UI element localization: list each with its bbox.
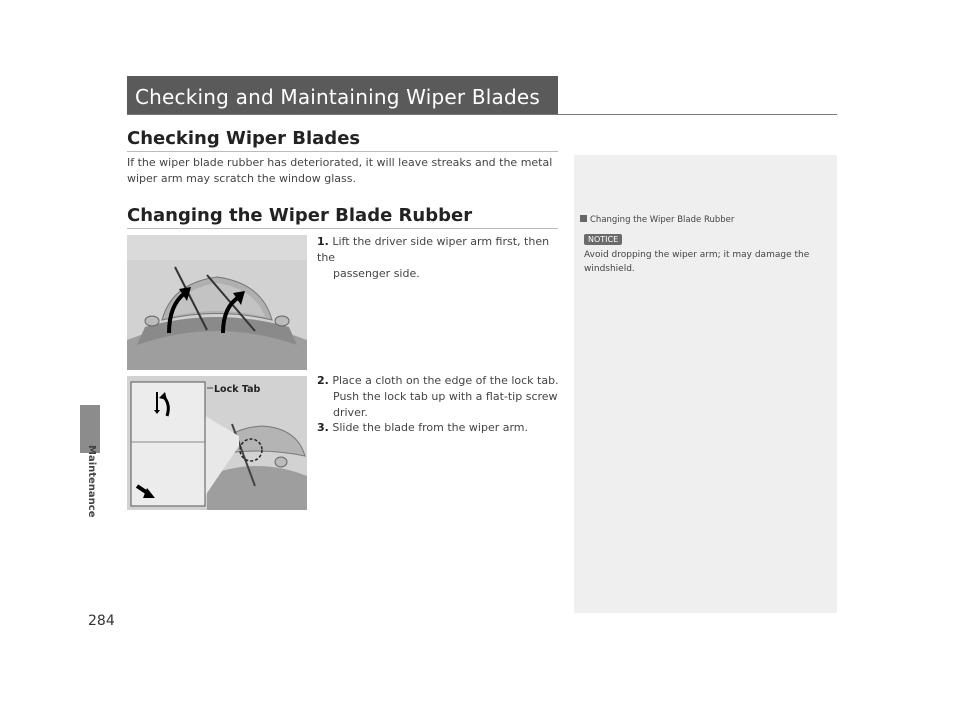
step-2-line-1: Place a cloth on the edge of the lock tab. [332,374,559,387]
reference-icon [580,215,587,222]
notice-badge: NOTICE [584,234,622,245]
page-title-bar [127,76,558,114]
changing-heading: Changing the Wiper Blade Rubber [127,205,473,226]
step-1-line-2: passenger side. [333,267,420,280]
checking-heading: Checking Wiper Blades [127,128,361,149]
changing-divider [127,228,558,229]
step-2 [317,373,562,421]
lock-tab-illustration [127,376,307,510]
step-1-line-1: Lift the driver side wiper arm first, then the [317,235,550,264]
note-heading-text: Changing the Wiper Blade Rubber [590,215,735,225]
checking-divider [127,151,558,152]
step-2-line-2: Push the lock tab up with a flat-tip screw [333,390,558,403]
note-heading [580,215,734,225]
step-3-line-1: Slide the blade from the wiper arm. [332,421,529,434]
step-3-number: 3. [317,421,329,434]
step-3 [317,420,562,436]
wiper-lift-illustration [127,235,307,370]
note-line-2: windshield. [584,264,635,274]
checking-text: If the wiper blade rubber has deteriorated, it will leave streaks and the metal wiper arm may scratch the window glass. [127,156,553,185]
section-label: Maintenance [86,445,97,518]
step-2-number: 2. [317,374,329,387]
note-line-1: Avoid dropping the wiper arm; it may damage the [584,250,810,260]
step-2-line-3: driver. [333,406,368,419]
lock-tab-label: Lock Tab [214,384,261,395]
page-title: Checking and Maintaining Wiper Blades [135,85,540,109]
page-number: 284 [88,613,115,629]
step-1 [317,234,562,282]
title-divider [127,114,837,115]
step-1-number: 1. [317,235,329,248]
note-text [584,248,829,276]
